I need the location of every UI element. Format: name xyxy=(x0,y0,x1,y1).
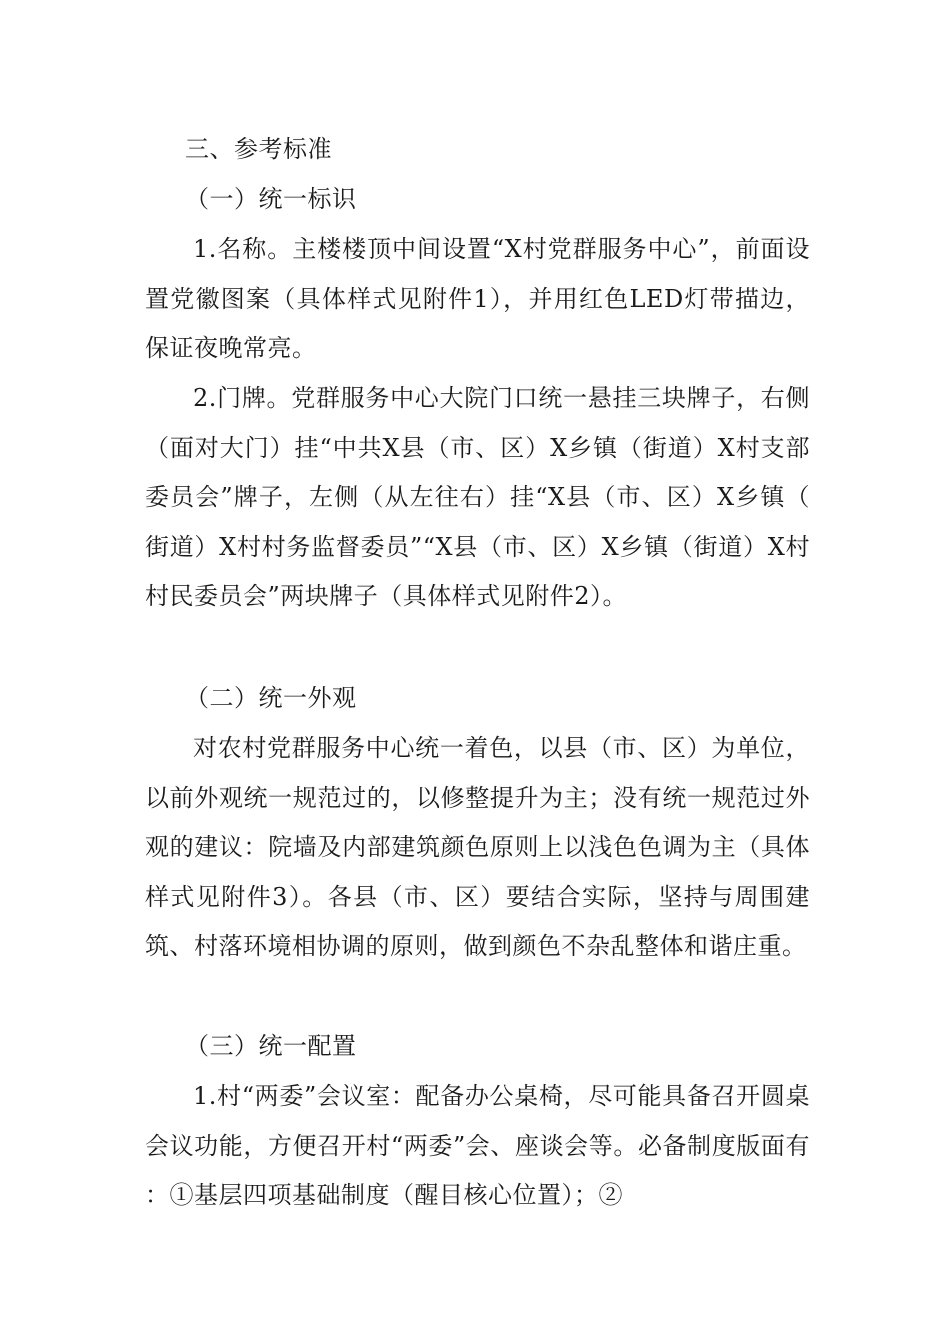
subsection-title-unified-configuration: （三）统一配置 xyxy=(185,1032,357,1060)
paragraph-name: 1.名称。主楼楼顶中间设置“X村党群服务中心”，前面设置党徽图案（具体样式见附件1），并用红色LED灯带描边，保证夜晚常亮。 xyxy=(145,235,810,362)
paragraph-meeting-room: 1.村“两委”会议室：配备办公桌椅，尽可能具备召开圆桌会议功能，方便召开村“两委”会、座谈会等。必备制度版面有：①基层四项基础制度（醒目核心位置）；② xyxy=(145,1082,810,1209)
subsection-title-unified-signage: （一）统一标识 xyxy=(185,185,357,213)
subsection-title-unified-appearance: （二）统一外观 xyxy=(185,684,357,712)
paragraph-door-plate: 2.门牌。党群服务中心大院门口统一悬挂三块牌子，右侧（面对大门）挂“中共X县（市、区）X乡镇（街道）X村支部委员会”牌子，左侧（从左往右）挂“X县（市、区）X乡镇（街道）X村村务监督委员”“X县（市、区）X乡镇（街道）X村村民委员会”两块牌子（具体样式见附件2）。 xyxy=(145,384,810,610)
section-title: 三、参考标准 xyxy=(185,135,332,163)
paragraph-appearance: 对农村党群服务中心统一着色，以县（市、区）为单位，以前外观统一规范过的，以修整提升为主；没有统一规范过外观的建议：院墙及内部建筑颜色原则上以浅色色调为主（具体样式见附件3）。各县（市、区）要结合实际，坚持与周围建筑、村落环境相协调的原则，做到颜色不杂乱整体和谐庄重。 xyxy=(145,734,810,960)
